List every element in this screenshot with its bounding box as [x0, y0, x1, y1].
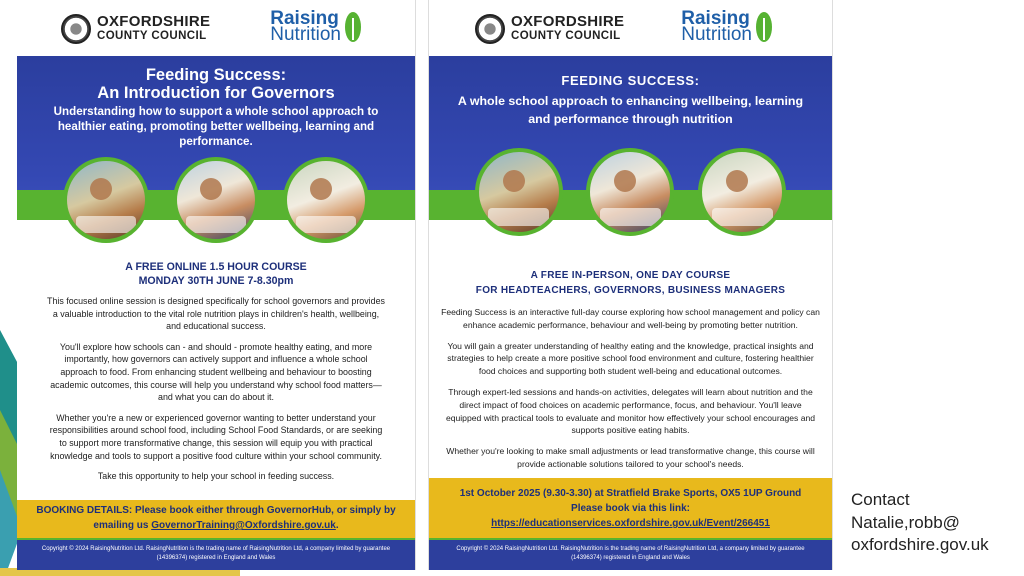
- course-audience: FOR HEADTEACHERS, GOVERNORS, BUSINESS MANAGERS: [475, 285, 786, 296]
- body-paragraph: Through expert-led sessions and hands-on activities, delegates will learn about nutrition and the direct impact of food choices on academic performance, focus, and behaviour. You'll leave equipped with practical tools to evaluate and monitor how effectively your school encourages and supports positive eating habits.: [445, 386, 816, 436]
- oxfordshire-logo: [475, 14, 624, 44]
- flyer-online-course: [17, 0, 416, 570]
- body-paragraph: Whether you're a new or experienced governor wanting to better understand your responsibilities around school food, including School Food Standards, or are seeking to support more transformative change, this session will equip you with practical knowledge and tools to support a positive food culture within your school community.: [49, 412, 383, 461]
- photo-pupils-lunch: [698, 148, 786, 236]
- raising-nutrition-logo: [270, 8, 361, 45]
- photo-classroom-hands-up: [173, 157, 259, 243]
- flyer-title: Feeding Success:: [145, 66, 287, 84]
- body-paragraph: You will gain a greater understanding of healthy eating and the knowledge, practical insights and strategies to help create a more positive school food environment and culture, fostering healthier food choices and supporting both student well-being and educational outcomes.: [447, 340, 814, 377]
- rn-logo-line1: Raising: [270, 8, 339, 29]
- rn-logo-line2: Nutrition: [681, 24, 752, 45]
- flyer-tagline: A whole school approach to enhancing wellbeing, learning and performance through nutrition: [457, 94, 804, 126]
- council-seal-icon: [61, 14, 91, 44]
- booking-email-link[interactable]: GovernorTraining@Oxfordshire.gov.uk: [151, 520, 336, 531]
- flyer-in-person-course: [428, 0, 833, 570]
- booking-text: BOOKING DETAILS: Please book either through GovernorHub, or simply by emailing us: [36, 505, 396, 531]
- booking-end: .: [335, 520, 339, 531]
- course-type: A FREE IN-PERSON, ONE DAY COURSE: [530, 270, 731, 281]
- course-details: [429, 268, 832, 298]
- contact-info: [851, 489, 1021, 557]
- course-date: MONDAY 30TH JUNE 7-8.30pm: [138, 275, 294, 287]
- raising-nutrition-logo: [681, 8, 772, 45]
- photo-row: [429, 148, 832, 236]
- contact-email-part1[interactable]: Natalie,robb@: [851, 512, 960, 532]
- copyright-footer: Copyright © 2024 RaisingNutrition Ltd. RaisingNutrition is the trading name of RaisingNutrition Ltd, a company limited by guarantee (14396374) registered in England and Wales: [17, 540, 415, 570]
- photo-row: [17, 157, 415, 243]
- body-paragraph: Take this opportunity to help your school in feeding success.: [97, 471, 335, 482]
- photo-classroom-hands-up: [586, 148, 674, 236]
- council-name-sub: COUNTY COUNCIL: [511, 30, 621, 42]
- flyer-title: FEEDING SUCCESS:: [561, 73, 700, 88]
- photo-pupils-eating: [63, 157, 149, 243]
- contact-email-part2[interactable]: oxfordshire.gov.uk: [851, 535, 989, 554]
- booking-url-link[interactable]: https://educationservices.oxfordshire.gov.uk/Event/266451: [491, 518, 770, 529]
- flyer-title-line2: An Introduction for Governors: [97, 84, 335, 102]
- course-details: [17, 260, 415, 288]
- rn-logo-line1: Raising: [681, 8, 750, 29]
- copyright-footer: Copyright © 2024 RaisingNutrition Ltd. RaisingNutrition is the trading name of RaisingNutrition Ltd, a company limited by guarantee (14396374) registered in England and Wales: [429, 540, 832, 570]
- council-seal-icon: [475, 14, 505, 44]
- photo-pupils-lunch: [283, 157, 369, 243]
- flyer-body: [17, 295, 415, 491]
- rn-logo-line2: Nutrition: [270, 24, 341, 45]
- booking-text: Please book via this link:: [571, 503, 690, 514]
- body-paragraph: Feeding Success is an interactive full-day course exploring how school management and policy can enhance academic performance, behaviour and well-being by promoting better nutrition.: [441, 307, 820, 330]
- council-name: OXFORDSHIRE: [97, 13, 211, 30]
- flyer-tagline: Understanding how to support a whole school approach to healthier eating, promoting better wellbeing, learning and performance.: [53, 105, 379, 148]
- photo-pupils-eating: [475, 148, 563, 236]
- council-name: OXFORDSHIRE: [511, 13, 625, 30]
- booking-banner: [17, 500, 415, 540]
- leaf-icon: [345, 12, 361, 42]
- contact-label: Contact: [851, 490, 910, 509]
- body-paragraph: Whether you're looking to make small adjustments or lead transformative change, this course will provide actionable solutions tailored to your school's needs.: [446, 446, 815, 469]
- body-paragraph: This focused online session is designed specifically for school governors and provides a valuable introduction to the vital role nutrition plays in children's health, wellbeing, and educational success.: [47, 296, 385, 332]
- logo-row: [17, 0, 415, 56]
- event-date-venue: 1st October 2025 (9.30-3.30) at Stratfield Brake Sports, OX5 1UP Ground: [459, 488, 802, 499]
- booking-banner: [429, 478, 832, 540]
- oxfordshire-logo: [61, 14, 210, 44]
- council-name-sub: COUNTY COUNCIL: [97, 30, 207, 42]
- logo-row: [429, 0, 832, 56]
- flyer-body: [429, 306, 832, 479]
- body-paragraph: You'll explore how schools can - and should - promote healthy eating, and more importantly, how governors can actively support and influence a whole school approach to food. From enhancing student wellbeing and behaviour to boosting academic outcomes, this course will help you understand why school food matters—and what you can do about it.: [50, 341, 382, 403]
- leaf-icon: [756, 12, 772, 42]
- course-type: A FREE ONLINE 1.5 HOUR COURSE: [125, 261, 307, 273]
